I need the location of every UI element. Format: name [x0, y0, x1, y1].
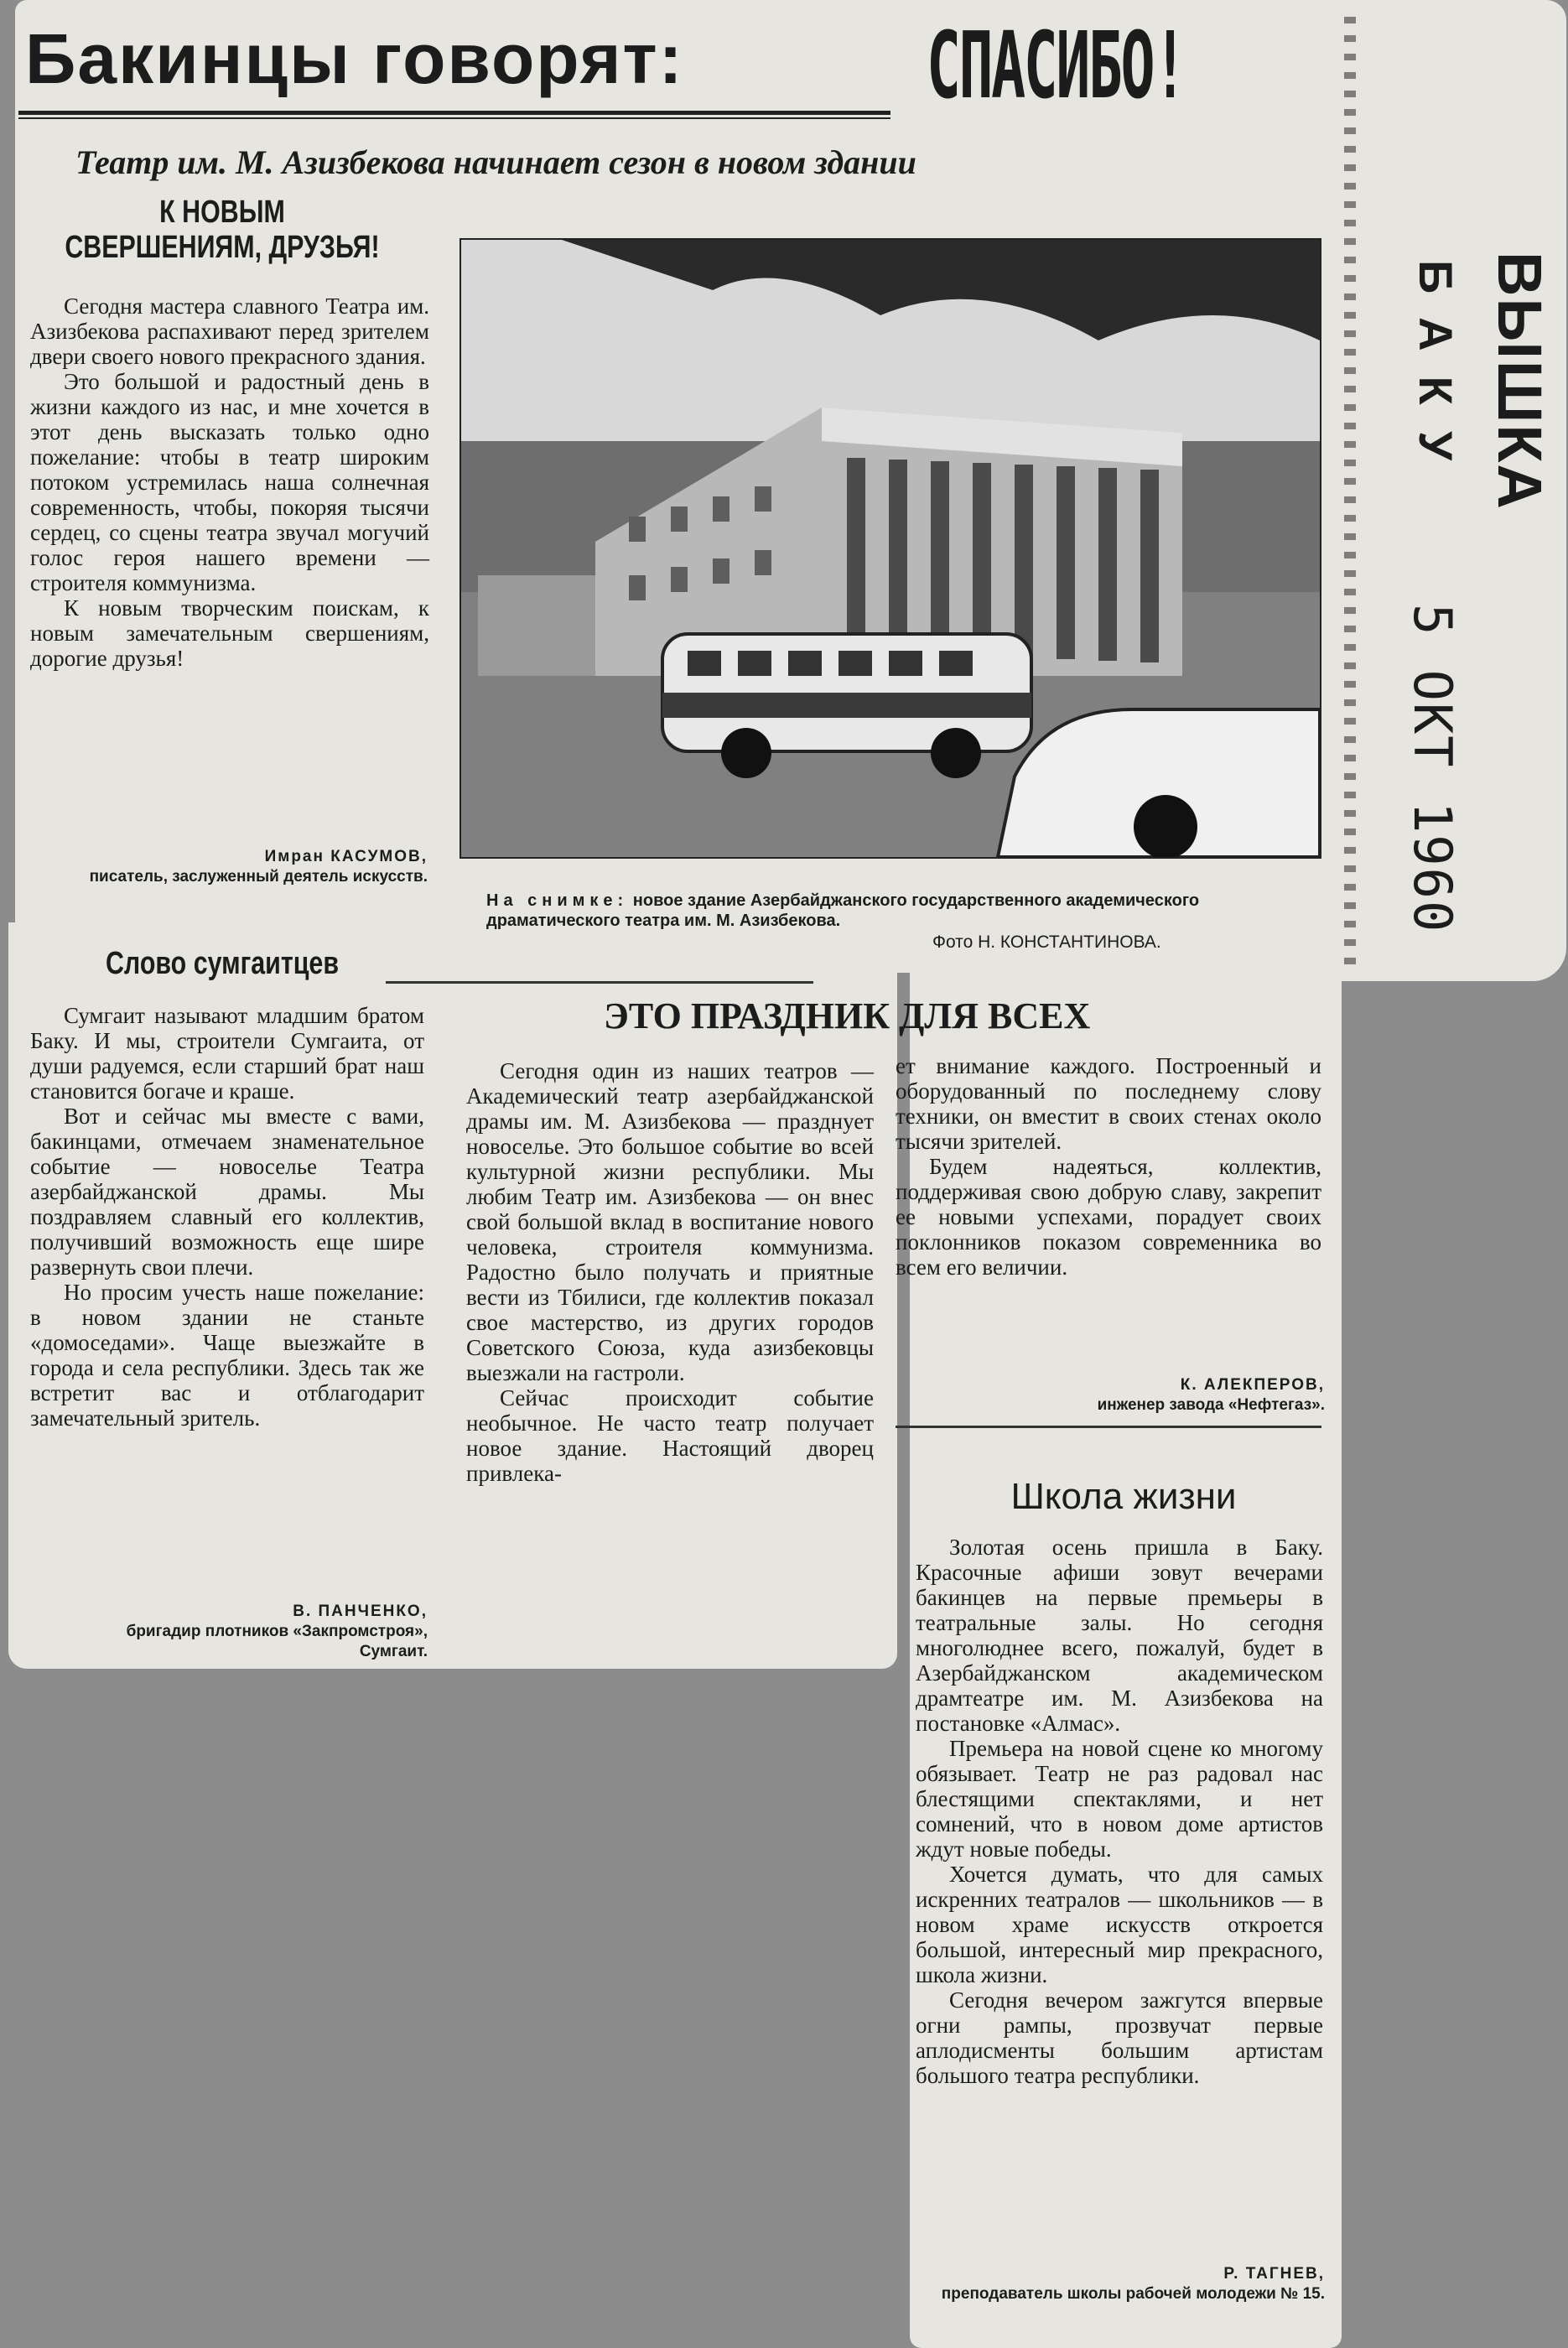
paragraph: Премьера на новой сцене ко многому обязывает. Театр не раз радовал нас блестящими спектаклями, и нет сомнений, что в новом доме артистов ждут новые победы. — [916, 1736, 1323, 1862]
headline-rule — [18, 111, 890, 115]
stamp-paper-name: ВЫШКА — [1485, 252, 1555, 511]
article1-body — [30, 294, 429, 671]
article4-signature — [922, 2264, 1325, 2304]
paragraph: Сегодня вечером зажгутся впервые огни рампы, прозвучат первые аплодисменты большим артистам большого театра республики. — [916, 1987, 1323, 2088]
article2-body — [30, 1003, 424, 1431]
article1-title: К НОВЫМ СВЕРШЕНИЯМ, ДРУЗЬЯ! — [65, 195, 380, 265]
headline-exclaim: СПАСИБО! — [927, 12, 1186, 119]
article3-column-1 — [466, 1058, 874, 1486]
section-rule — [896, 1426, 1321, 1428]
photo-credit: Фото Н. КОНСТАНТИНОВА. — [932, 932, 1161, 952]
headline: Бакинцы говорят: — [25, 19, 684, 98]
paragraph: К новым творческим поискам, к новым замечательным свершениям, дорогие друзья! — [30, 595, 429, 671]
author-role: инженер завода «Нефтегаз». — [1097, 1396, 1325, 1414]
caption-text: новое здание Азербайджанского государственного академического драматического театра им. М. Азизбекова. — [486, 891, 1200, 930]
paragraph: ет внимание каждого. Построенный и оборудованный по последнему слову техники, он вместит в своих стенах около тысячи зрителей. — [896, 1053, 1321, 1154]
paragraph: Это большой и радостный день в жизни каждого из нас, и мне хочется в этот день высказать только одно пожелание: чтобы в театр широким потоком устремилась наша солнечная современность, чтобы, покоряя тысячи сердец, со сцены театра звучал могучий голос героя нашего времени — строителя коммунизма. — [30, 369, 429, 595]
author-name: Имран КАСУМОВ, — [264, 848, 428, 865]
article3-signature — [931, 1375, 1325, 1416]
paragraph: Вот и сейчас мы вместе с вами, бакинцами, отмечаем знаменательное событие — новоселье Театра азербайджанской драмы. Мы поздравляем славный его коллектив, получивший возможность еще шире развернуть свои плечи. — [30, 1104, 424, 1280]
paragraph: Сегодня один из наших театров — Академический театр азербайджанской драмы им. М. Азизбекова — празднует новоселье. Это большое событие во всей культурной жизни республики. Мы любим Театр им. Азизбекова — он внес свой большой вклад в воспитание нового человека, строителя коммунизма. Радостно было получать и приятные вести из Тбилиси, где коллектив показал свое мастерство, из других городов Советского Союза, куда азизбековцы выезжали на гастроли. — [466, 1058, 874, 1385]
article1-signature — [59, 847, 428, 887]
paragraph: Золотая осень пришла в Баку. Красочные афиши зовут вечерами бакинцев на первые премьеры в театральные залы. Но сегодня многолюднее всего, пожалуй, будет в Азербайджанском академическом драмтеатре им. М. Азизбекова на постановке «Алмас». — [916, 1535, 1323, 1736]
paragraph: Сегодня мастера славного Театра им. Азизбекова распахивают перед зрителем двери своего нового прекрасного здания. — [30, 294, 429, 369]
photo-caption — [486, 891, 1325, 931]
section-rule — [386, 981, 813, 984]
author-name: К. АЛЕКПЕРОВ, — [1180, 1376, 1325, 1394]
paragraph: Но просим учесть наше пожелание: в новом здании не станьте «домоседами». Чаще выезжайте в города и села республики. Здесь так же встретит вас и отблагодарит замечательный зритель. — [30, 1280, 424, 1431]
paragraph: Сейчас происходит событие необычное. Не часто театр получает новое здание. Настоящий дворец привлека- — [466, 1385, 874, 1486]
article3-column-2 — [896, 1053, 1321, 1280]
stamp-date: 5 ОКТ 1960 — [1402, 604, 1463, 934]
author-role: бригадир плотников «Закпромстроя», Сумгаит. — [126, 1623, 428, 1660]
paragraph: Хочется думать, что для самых искренних театралов — школьников — в новом храме искусств откроется большой, интересный мир прекрасного, школа жизни. — [916, 1862, 1323, 1987]
paragraph: Сумгаит называют младшим братом Баку. И мы, строители Сумгаита, от души радуемся, если старший брат наш становится богаче и краше. — [30, 1003, 424, 1104]
article4-title: Школа жизни — [1010, 1476, 1237, 1517]
subheadline: Театр им. М. Азизбекова начинает сезон в новом здании — [75, 143, 916, 181]
author-name: Р. ТАГНЕВ, — [1223, 2265, 1325, 2283]
article2-title: Слово сумгаитцев — [105, 946, 340, 981]
paragraph: Будем надеяться, коллектив, поддерживая свою добрую славу, закрепит ее новыми успехами, порадует своих поклонников показом современника во всем его величии. — [896, 1154, 1321, 1280]
article3-title: ЭТО ПРАЗДНИК ДЛЯ ВСЕХ — [604, 995, 1091, 1036]
caption-lead: На снимке: — [486, 891, 629, 910]
stamp-city: БАКУ — [1410, 260, 1462, 486]
author-role: писатель, заслуженный деятель искусств. — [89, 868, 428, 886]
author-role: преподаватель школы рабочей молодежи № 15. — [941, 2285, 1325, 2303]
author-name: В. ПАНЧЕНКО, — [293, 1603, 428, 1620]
headline-rule-thin — [18, 117, 890, 119]
article2-signature — [59, 1602, 428, 1662]
article4-body — [916, 1535, 1323, 2088]
torn-edge — [1344, 17, 1356, 964]
